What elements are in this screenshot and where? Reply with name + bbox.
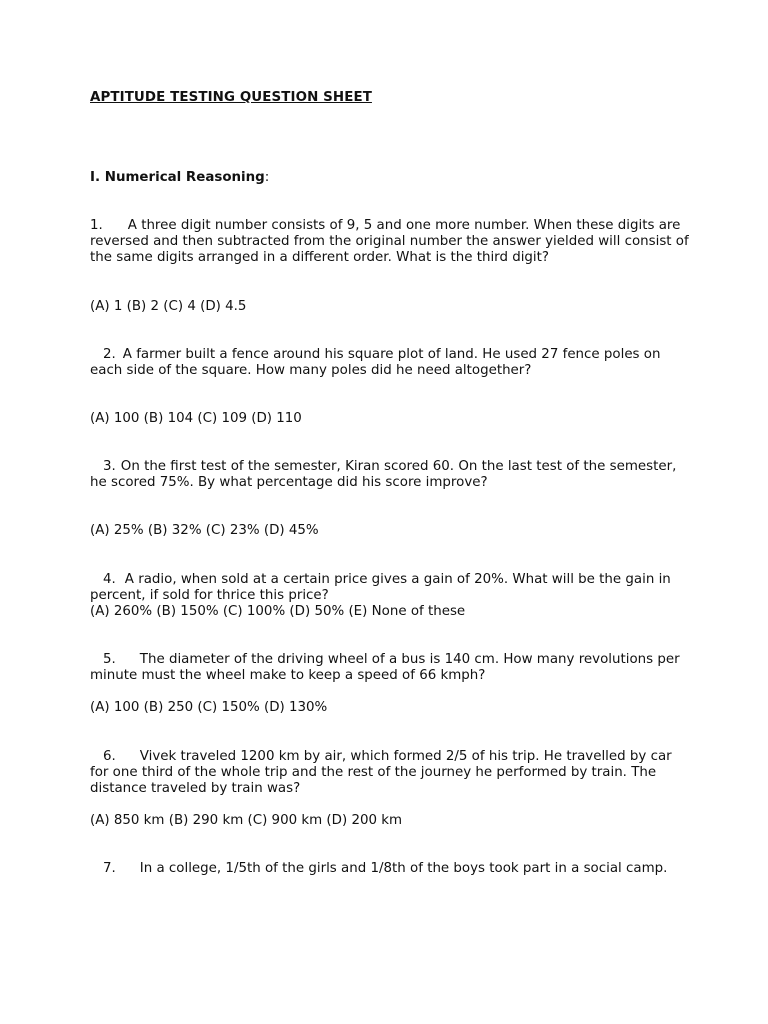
question-7	[90, 861, 690, 877]
page-title: APTITUDE TESTING QUESTION SHEET	[90, 90, 372, 105]
section-heading-suffix: :	[264, 170, 270, 185]
question-text: Vivek traveled 1200 km by air, which formed 2/5 of his trip. He travelled by car for one third of the whole trip and the rest of the journey he performed by train. The distance traveled by train was?	[90, 749, 672, 796]
question-5-options: (A) 100 (B) 250 (C) 150% (D) 130%	[90, 700, 328, 715]
question-1	[90, 218, 690, 266]
section-heading-text: I. Numerical Reasoning	[90, 170, 265, 185]
question-number: 5.	[103, 652, 116, 667]
question-5	[90, 652, 690, 684]
question-number: 7.	[103, 861, 116, 876]
question-text: The diameter of the driving wheel of a bus is 140 cm. How many revolutions per minute must the wheel make to keep a speed of 66 kmph?	[90, 652, 680, 683]
question-2-options: (A) 100 (B) 104 (C) 109 (D) 110	[90, 411, 302, 426]
question-3	[90, 459, 690, 491]
question-text: A farmer built a fence around his square plot of land. He used 27 fence poles on each side of the square. How many poles did he need altogether?	[90, 347, 661, 378]
question-number: 2.	[103, 347, 116, 362]
question-6-options: (A) 850 km (B) 290 km (C) 900 km (D) 200 km	[90, 813, 403, 828]
question-3-options: (A) 25% (B) 32% (C) 23% (D) 45%	[90, 523, 319, 538]
question-text: On the first test of the semester, Kiran scored 60. On the last test of the semester, he scored 75%. By what percentage did his score improve?	[90, 459, 677, 490]
question-4	[90, 572, 690, 604]
question-number: 4.	[103, 572, 116, 587]
question-6	[90, 749, 690, 797]
section-heading	[90, 170, 690, 186]
question-1-options: (A) 1 (B) 2 (C) 4 (D) 4.5	[90, 299, 247, 314]
question-2	[90, 347, 690, 379]
question-number: 6.	[103, 749, 116, 764]
question-text: In a college, 1/5th of the girls and 1/8th of the boys took part in a social camp.	[139, 861, 668, 876]
question-text: A three digit number consists of 9, 5 and one more number. When these digits are reversed and then subtracted from the original number the answer yielded will consist of the same digits arranged in a different order. What is the third digit?	[90, 218, 689, 265]
question-4-options: (A) 260% (B) 150% (C) 100% (D) 50% (E) None of these	[90, 604, 466, 619]
question-number: 1.	[90, 218, 103, 233]
question-text: A radio, when sold at a certain price gives a gain of 20%. What will be the gain in percent, if sold for thrice this price?	[90, 572, 671, 603]
question-number: 3.	[103, 459, 116, 474]
